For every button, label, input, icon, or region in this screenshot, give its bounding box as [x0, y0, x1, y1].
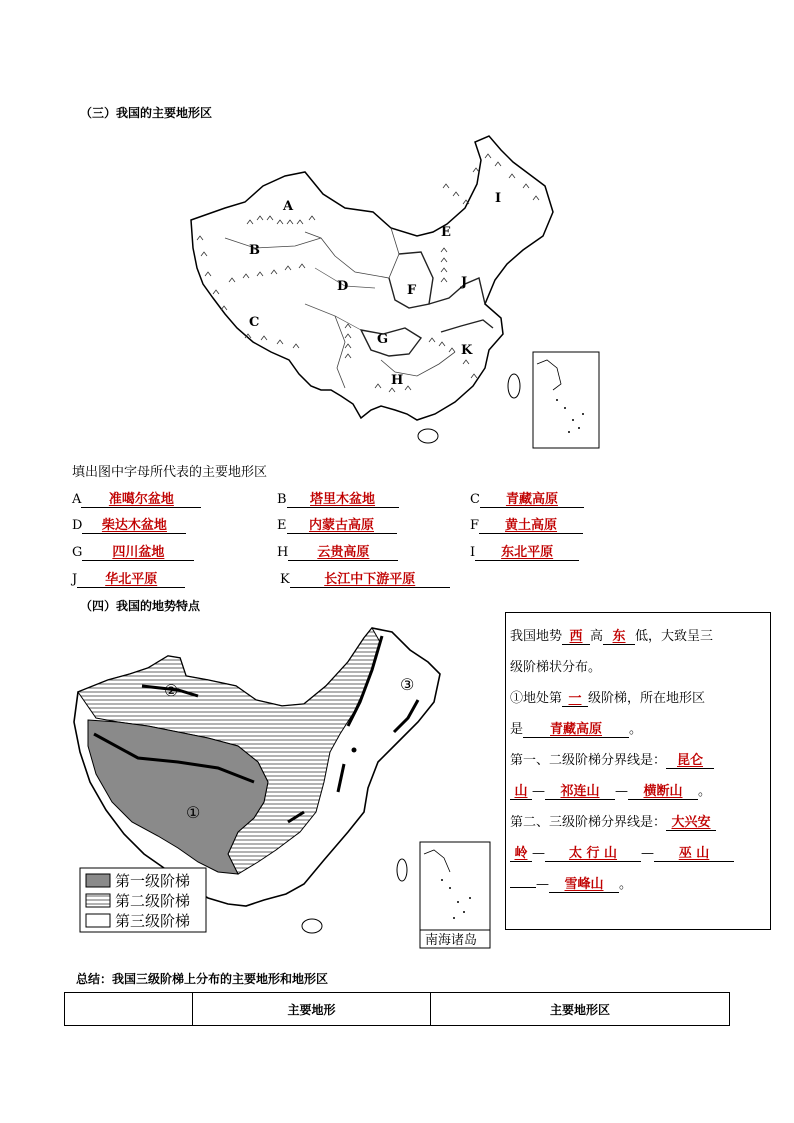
box-line-1: 我国地势 西 高 东 低，大致呈三	[510, 625, 713, 645]
table-header-landforms: 主要地形	[193, 993, 431, 1026]
box-line-2: 级阶梯状分布。	[510, 660, 602, 675]
map-letter-j: J	[461, 275, 468, 290]
step-legend	[80, 868, 206, 932]
summary-table	[64, 992, 730, 1026]
section4-heading: （四）我国的地势特点	[80, 599, 201, 613]
answer-g: G 四川盆地	[72, 541, 194, 561]
table-row	[65, 993, 730, 1026]
legend-step-1: 第一级阶梯	[115, 872, 191, 890]
box-line-7: 第二、三级阶梯分界线是： 大兴安	[510, 811, 716, 831]
map-letter-g: G	[377, 332, 389, 347]
answer-f: F 黄土高原	[470, 514, 583, 534]
china-outline	[191, 136, 553, 420]
answer-c: C 青藏高原	[470, 488, 584, 508]
box-line-4: 是 青藏高原 。	[510, 718, 642, 738]
box-line-9: — 雪峰山 。	[510, 873, 632, 893]
map-letter-i: I	[495, 191, 502, 206]
answer-d: D 柴达木盆地	[72, 514, 186, 534]
map-letter-d: D	[337, 279, 349, 294]
south-china-sea-inset-2	[420, 842, 490, 948]
map-letter-h: H	[391, 373, 404, 388]
box-line-5: 第一、二级阶梯分界线是： 昆仑	[510, 749, 714, 769]
section3-heading: （三）我国的主要地形区	[80, 106, 213, 120]
map-letter-a: A	[283, 199, 294, 214]
answer-b: B 塔里木盆地	[277, 488, 399, 508]
terrain-feature-box	[505, 612, 771, 930]
answer-j: J 华北平原	[72, 568, 185, 588]
summary-heading: 总结：我国三级阶梯上分布的主要地形和地形区	[76, 972, 329, 986]
inset-label: 南海诸岛	[425, 933, 478, 948]
legend-step-2: 第二级阶梯	[115, 892, 191, 910]
box-line-3: ①地处第 一 级阶梯，所在地形区	[510, 687, 705, 707]
map-letter-e: E	[441, 225, 451, 240]
fill-instruction: 填出图中字母所代表的主要地形区	[72, 465, 268, 480]
legend-step-3: 第三级阶梯	[115, 912, 191, 930]
map-letter-b: B	[249, 243, 260, 258]
map-letter-c: C	[249, 315, 260, 330]
terrain-steps-map	[68, 622, 496, 954]
box-line-8: 岭 — 太 行 山 — 巫 山	[510, 842, 734, 862]
map-letter-k: K	[461, 343, 473, 358]
table-header-blank	[65, 993, 193, 1026]
box-line-6: 山 — 祁连山 — 横断山 。	[510, 780, 711, 800]
south-china-sea-inset	[533, 352, 599, 448]
map-letter-f: F	[407, 283, 417, 298]
map-marker-1: ①	[186, 803, 201, 822]
table-header-regions: 主要地形区	[431, 993, 730, 1026]
answer-e: E 内蒙古高原	[277, 514, 397, 534]
answer-h: H 云贵高原	[277, 541, 398, 561]
map-marker-2: ②	[164, 681, 179, 700]
answer-a: A 准噶尔盆地	[72, 488, 201, 508]
terrain-region-map	[185, 128, 605, 450]
map-marker-3: ③	[400, 675, 415, 694]
answer-i: I 东北平原	[470, 541, 579, 561]
answer-k: K 长江中下游平原	[280, 568, 450, 588]
